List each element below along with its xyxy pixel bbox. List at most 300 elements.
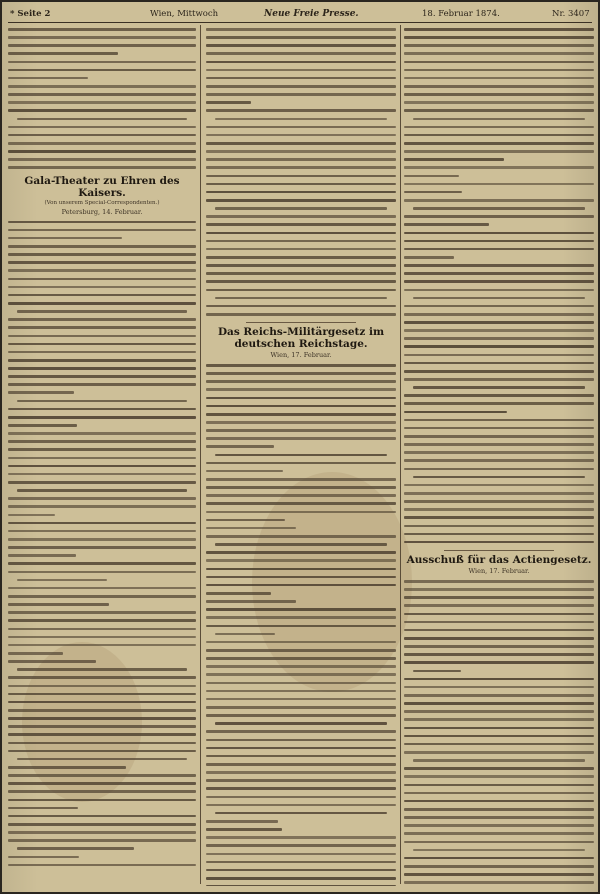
text-line bbox=[206, 752, 396, 760]
text-line-ink bbox=[404, 873, 594, 876]
text-line bbox=[404, 489, 594, 497]
text-line-ink bbox=[215, 297, 387, 300]
text-line-ink bbox=[8, 587, 196, 590]
text-line bbox=[206, 548, 396, 556]
text-line bbox=[404, 367, 594, 375]
text-line bbox=[206, 508, 396, 516]
text-line bbox=[8, 413, 196, 421]
text-line bbox=[8, 828, 196, 836]
text-line-ink bbox=[8, 709, 196, 712]
text-line-ink bbox=[206, 44, 396, 47]
text-line-ink bbox=[215, 812, 387, 815]
text-line-ink bbox=[8, 85, 196, 88]
text-line-ink bbox=[206, 796, 396, 799]
text-line bbox=[404, 732, 594, 740]
text-line-ink bbox=[206, 101, 251, 104]
text-line-ink bbox=[404, 313, 594, 316]
text-line-ink bbox=[404, 459, 594, 462]
text-line-ink bbox=[215, 543, 387, 546]
text-line bbox=[404, 699, 594, 707]
text-line-ink bbox=[413, 386, 585, 389]
text-line-ink bbox=[8, 481, 196, 484]
text-line bbox=[206, 760, 396, 768]
text-line-ink bbox=[8, 101, 196, 104]
text-line bbox=[404, 870, 594, 878]
text-line-ink bbox=[8, 269, 196, 272]
text-line-ink bbox=[404, 881, 594, 884]
text-line bbox=[206, 41, 396, 49]
text-line bbox=[206, 442, 396, 450]
text-line bbox=[8, 356, 196, 364]
text-line bbox=[404, 781, 594, 789]
text-line bbox=[404, 497, 594, 505]
text-line bbox=[404, 432, 594, 440]
text-line-ink bbox=[404, 44, 594, 47]
text-line-ink bbox=[206, 844, 396, 847]
text-line bbox=[404, 724, 594, 732]
text-line bbox=[404, 106, 594, 114]
issue-number: Nr. 3407 bbox=[552, 9, 590, 19]
text-line-ink bbox=[206, 779, 396, 782]
text-line-ink bbox=[8, 44, 196, 47]
text-line-ink bbox=[413, 849, 585, 852]
text-line bbox=[8, 673, 196, 681]
text-line-ink bbox=[206, 486, 396, 489]
text-line-ink bbox=[8, 530, 196, 533]
text-line bbox=[404, 593, 594, 601]
text-line bbox=[8, 698, 196, 706]
text-line-ink bbox=[17, 118, 187, 121]
text-line bbox=[8, 486, 196, 494]
text-line bbox=[206, 131, 396, 139]
text-line-ink bbox=[404, 718, 594, 721]
text-line bbox=[8, 266, 196, 274]
text-line-ink bbox=[206, 36, 396, 39]
text-line bbox=[404, 253, 594, 261]
text-line-ink bbox=[8, 150, 196, 153]
text-line-ink bbox=[8, 546, 196, 549]
text-line bbox=[8, 58, 196, 66]
text-line-ink bbox=[17, 668, 187, 671]
text-line bbox=[206, 74, 396, 82]
text-line bbox=[206, 483, 396, 491]
text-line-ink bbox=[8, 158, 196, 161]
text-line bbox=[206, 841, 396, 849]
text-line-ink bbox=[404, 824, 594, 827]
text-line-ink bbox=[206, 576, 396, 579]
text-line bbox=[404, 286, 594, 294]
text-line bbox=[404, 318, 594, 326]
text-line bbox=[8, 323, 196, 331]
text-line bbox=[206, 310, 396, 318]
text-line bbox=[8, 82, 196, 90]
text-line bbox=[206, 115, 396, 123]
text-line bbox=[206, 801, 396, 809]
text-line-ink bbox=[8, 221, 196, 224]
text-block bbox=[8, 218, 196, 869]
text-line-ink bbox=[8, 351, 196, 354]
text-line bbox=[8, 616, 196, 624]
text-line bbox=[8, 33, 196, 41]
text-line bbox=[206, 410, 396, 418]
text-line bbox=[206, 565, 396, 573]
text-line-ink bbox=[206, 305, 396, 308]
text-line bbox=[206, 597, 396, 605]
text-line-ink bbox=[206, 85, 396, 88]
text-line-ink bbox=[206, 280, 396, 283]
text-line bbox=[8, 147, 196, 155]
text-line-ink bbox=[404, 808, 594, 811]
text-line-ink bbox=[404, 394, 594, 397]
text-line-ink bbox=[404, 702, 594, 705]
text-line-ink bbox=[8, 774, 196, 777]
text-line bbox=[404, 147, 594, 155]
ausschuss-headline: Ausschuß für das Actiengesetz. bbox=[406, 554, 592, 566]
text-line-ink bbox=[206, 665, 396, 668]
text-line-ink bbox=[8, 571, 196, 574]
text-line-ink bbox=[413, 297, 585, 300]
text-line bbox=[8, 649, 196, 657]
text-line-ink bbox=[8, 69, 196, 72]
text-line-ink bbox=[206, 61, 396, 64]
text-line-ink bbox=[404, 857, 594, 860]
text-line-ink bbox=[206, 592, 271, 595]
text-block bbox=[404, 577, 594, 886]
text-line-ink bbox=[8, 685, 196, 688]
text-line bbox=[206, 727, 396, 735]
text-line bbox=[404, 634, 594, 642]
text-line bbox=[8, 454, 196, 462]
text-line-ink bbox=[404, 256, 454, 259]
text-line-ink bbox=[8, 750, 196, 753]
text-line-ink bbox=[8, 166, 196, 169]
text-line bbox=[8, 139, 196, 147]
text-line-ink bbox=[8, 28, 196, 31]
text-line-ink bbox=[206, 380, 396, 383]
text-line-ink bbox=[206, 877, 396, 880]
text-line bbox=[8, 608, 196, 616]
text-line-ink bbox=[206, 191, 396, 194]
text-line bbox=[8, 226, 196, 234]
text-line bbox=[8, 258, 196, 266]
text-line-ink bbox=[206, 885, 396, 886]
text-line bbox=[404, 342, 594, 350]
text-line-ink bbox=[404, 743, 594, 746]
text-line bbox=[404, 465, 594, 473]
text-line-ink bbox=[404, 362, 594, 365]
text-line bbox=[206, 25, 396, 33]
text-line-ink bbox=[206, 256, 396, 259]
text-line-ink bbox=[404, 694, 594, 697]
text-line bbox=[206, 744, 396, 752]
text-line bbox=[8, 657, 196, 665]
text-line bbox=[404, 813, 594, 821]
text-line bbox=[404, 41, 594, 49]
text-line bbox=[8, 559, 196, 567]
text-line-ink bbox=[404, 248, 594, 251]
text-line bbox=[8, 155, 196, 163]
text-line bbox=[206, 882, 396, 886]
text-line-ink bbox=[8, 799, 196, 802]
text-line-ink bbox=[404, 289, 594, 292]
text-line bbox=[404, 481, 594, 489]
column-1 bbox=[8, 25, 196, 886]
text-line bbox=[404, 748, 594, 756]
text-line bbox=[206, 540, 396, 548]
text-line-ink bbox=[206, 649, 396, 652]
ausschuss-dateline: Wien, 17. Februar. bbox=[468, 567, 530, 575]
text-line-ink bbox=[413, 759, 585, 762]
text-line bbox=[206, 524, 396, 532]
text-line bbox=[206, 155, 396, 163]
text-line-ink bbox=[206, 747, 396, 750]
text-line bbox=[206, 491, 396, 499]
text-line-ink bbox=[404, 468, 594, 471]
text-line-ink bbox=[8, 652, 63, 655]
text-line-ink bbox=[206, 158, 396, 161]
text-line bbox=[404, 797, 594, 805]
text-line bbox=[206, 638, 396, 646]
text-line-ink bbox=[404, 52, 594, 55]
text-line bbox=[206, 776, 396, 784]
text-line bbox=[8, 625, 196, 633]
text-line bbox=[404, 310, 594, 318]
text-line bbox=[404, 33, 594, 41]
text-line bbox=[404, 334, 594, 342]
text-line-ink bbox=[404, 93, 594, 96]
text-line bbox=[8, 372, 196, 380]
text-line-ink bbox=[206, 804, 396, 807]
text-line-ink bbox=[404, 183, 594, 186]
text-line bbox=[8, 115, 196, 123]
text-line-ink bbox=[404, 321, 594, 324]
text-line-ink bbox=[404, 158, 504, 161]
masthead: Neue Freie Presse. bbox=[264, 9, 359, 19]
text-line bbox=[206, 402, 396, 410]
text-line bbox=[8, 397, 196, 405]
text-line-ink bbox=[404, 166, 594, 169]
text-line bbox=[8, 739, 196, 747]
text-line bbox=[206, 253, 396, 261]
text-line-ink bbox=[8, 644, 196, 647]
text-line-ink bbox=[8, 562, 196, 565]
text-line bbox=[404, 237, 594, 245]
text-line-ink bbox=[404, 816, 594, 819]
text-line bbox=[206, 711, 396, 719]
text-line bbox=[404, 862, 594, 870]
text-line-ink bbox=[215, 633, 275, 636]
text-line-ink bbox=[404, 345, 594, 348]
text-line bbox=[404, 74, 594, 82]
text-line bbox=[8, 502, 196, 510]
text-line-ink bbox=[206, 388, 396, 391]
text-line-ink bbox=[413, 476, 585, 479]
text-line bbox=[404, 538, 594, 546]
text-line-ink bbox=[8, 619, 196, 622]
text-line bbox=[206, 33, 396, 41]
text-line bbox=[8, 511, 196, 519]
column-2 bbox=[206, 25, 396, 886]
text-line bbox=[206, 261, 396, 269]
text-line-ink bbox=[404, 419, 594, 422]
text-line bbox=[404, 115, 594, 123]
text-line-ink bbox=[215, 207, 387, 210]
text-line bbox=[206, 172, 396, 180]
text-line bbox=[8, 787, 196, 795]
text-line bbox=[404, 675, 594, 683]
text-line bbox=[8, 291, 196, 299]
text-line-ink bbox=[404, 77, 594, 80]
text-line-ink bbox=[206, 199, 396, 202]
text-line-ink bbox=[206, 739, 396, 742]
text-line bbox=[8, 584, 196, 592]
text-line-ink bbox=[8, 109, 196, 112]
text-line bbox=[8, 445, 196, 453]
text-line bbox=[8, 98, 196, 106]
text-line bbox=[206, 212, 396, 220]
text-line-ink bbox=[404, 653, 594, 656]
text-line bbox=[404, 618, 594, 626]
text-line-ink bbox=[404, 727, 594, 730]
column-3 bbox=[404, 25, 594, 886]
text-line-ink bbox=[8, 93, 196, 96]
text-line bbox=[404, 715, 594, 723]
text-line-ink bbox=[8, 733, 196, 736]
text-line bbox=[206, 237, 396, 245]
text-line-ink bbox=[404, 150, 594, 153]
text-line-ink bbox=[8, 457, 196, 460]
text-line bbox=[206, 82, 396, 90]
text-line-ink bbox=[8, 77, 88, 80]
text-line-ink bbox=[206, 730, 396, 733]
text-line-ink bbox=[206, 641, 396, 644]
gala-dateline: Petersburg, 14. Februar. bbox=[61, 207, 143, 216]
text-line-ink bbox=[8, 278, 196, 281]
text-line bbox=[404, 642, 594, 650]
text-line bbox=[8, 527, 196, 535]
text-line-ink bbox=[8, 554, 76, 557]
text-line bbox=[404, 683, 594, 691]
text-line bbox=[206, 695, 396, 703]
text-line bbox=[8, 421, 196, 429]
text-line-ink bbox=[206, 657, 396, 660]
text-block bbox=[206, 25, 396, 318]
text-line-ink bbox=[404, 329, 594, 332]
text-line-ink bbox=[206, 478, 396, 481]
column-divider bbox=[200, 25, 201, 884]
text-line bbox=[8, 131, 196, 139]
text-line-ink bbox=[8, 432, 196, 435]
text-line bbox=[404, 204, 594, 212]
text-line bbox=[8, 836, 196, 844]
text-line-ink bbox=[8, 856, 79, 859]
text-line bbox=[8, 551, 196, 559]
text-line bbox=[8, 812, 196, 820]
text-line bbox=[8, 576, 196, 584]
text-line-ink bbox=[206, 494, 396, 497]
text-line-ink bbox=[206, 771, 396, 774]
text-line-ink bbox=[8, 142, 196, 145]
text-line-ink bbox=[404, 61, 594, 64]
text-line bbox=[206, 532, 396, 540]
text-line-ink bbox=[8, 326, 196, 329]
text-line bbox=[8, 722, 196, 730]
text-block bbox=[404, 25, 594, 546]
text-line-ink bbox=[404, 629, 594, 632]
text-line-ink bbox=[404, 775, 594, 778]
text-line bbox=[206, 377, 396, 385]
text-line bbox=[206, 556, 396, 564]
text-line-ink bbox=[8, 766, 126, 769]
text-line bbox=[8, 844, 196, 852]
text-line-ink bbox=[206, 714, 396, 717]
text-line-ink bbox=[8, 408, 196, 411]
text-line bbox=[404, 155, 594, 163]
text-line-ink bbox=[206, 313, 396, 316]
text-line-ink bbox=[206, 682, 396, 685]
text-line-ink bbox=[206, 223, 396, 226]
text-line-ink bbox=[404, 596, 594, 599]
text-line-ink bbox=[17, 579, 107, 582]
text-line bbox=[404, 740, 594, 748]
text-line-ink bbox=[206, 625, 396, 628]
text-line-ink bbox=[8, 815, 196, 818]
text-line-ink bbox=[413, 207, 585, 210]
text-line bbox=[206, 866, 396, 874]
article-separator bbox=[444, 550, 554, 551]
text-line bbox=[404, 707, 594, 715]
text-line bbox=[404, 667, 594, 675]
text-line-ink bbox=[404, 735, 594, 738]
text-line-ink bbox=[404, 175, 459, 178]
text-line bbox=[206, 269, 396, 277]
text-line-ink bbox=[404, 36, 594, 39]
text-line bbox=[206, 499, 396, 507]
text-line-ink bbox=[404, 280, 594, 283]
text-line-ink bbox=[404, 435, 594, 438]
text-line bbox=[404, 626, 594, 634]
text-line bbox=[404, 277, 594, 285]
text-line bbox=[404, 172, 594, 180]
text-line bbox=[206, 58, 396, 66]
text-line-ink bbox=[206, 527, 296, 530]
column-divider bbox=[400, 25, 401, 884]
text-line-ink bbox=[206, 215, 396, 218]
text-line-ink bbox=[404, 427, 594, 430]
text-line-ink bbox=[8, 448, 196, 451]
text-line bbox=[404, 196, 594, 204]
text-line-ink bbox=[8, 676, 196, 679]
text-line bbox=[8, 592, 196, 600]
text-line bbox=[206, 581, 396, 589]
text-line bbox=[8, 250, 196, 258]
text-line bbox=[206, 394, 396, 402]
text-line bbox=[8, 771, 196, 779]
text-line bbox=[8, 633, 196, 641]
text-line-ink bbox=[404, 525, 594, 528]
text-block bbox=[8, 25, 196, 172]
text-line bbox=[206, 196, 396, 204]
text-line-ink bbox=[8, 725, 196, 728]
text-line-ink bbox=[17, 758, 187, 761]
text-line-ink bbox=[8, 335, 196, 338]
text-line bbox=[206, 662, 396, 670]
text-line-ink bbox=[8, 367, 196, 370]
text-line bbox=[8, 478, 196, 486]
text-line-ink bbox=[206, 142, 396, 145]
militaergesetz-headline: Das Reichs-Militärgesetz im deutschen Reichstage. bbox=[217, 326, 385, 351]
text-line-ink bbox=[404, 637, 594, 640]
